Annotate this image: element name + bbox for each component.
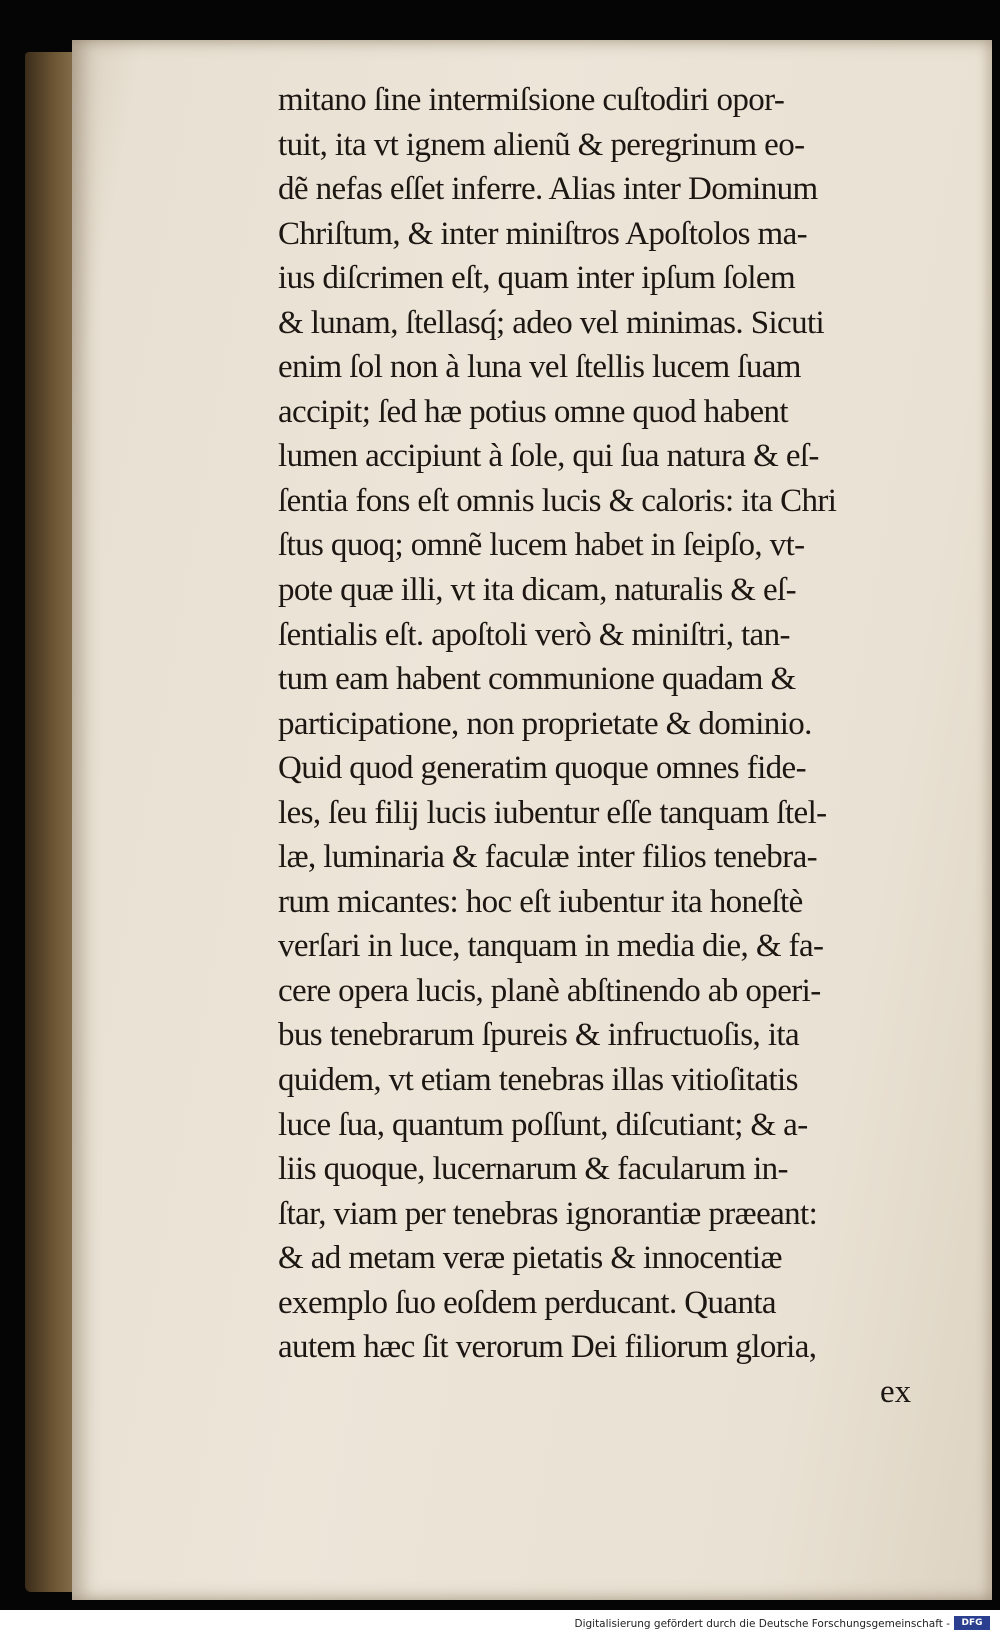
text-line: rum micantes: hoc eſt iubentur ita honeſtè [278,883,803,920]
digitization-footer [0,1610,1000,1637]
text-line: læ, luminaria & faculæ inter filios tenebra- [278,839,818,876]
text-line: exemplo ſuo eoſdem perducant. Quanta [278,1284,776,1321]
text-line: bus tenebrarum ſpureis & infructuoſis, ita [278,1017,800,1054]
text-line: tum eam habent communione quadam & [278,661,796,698]
text-line: ſtar, viam per tenebras ignorantiæ præeant: [278,1195,818,1232]
text-line: tuit, ita vt ignem alienũ & peregrinum eo- [278,126,805,163]
text-line: cere opera lucis, planè abſtinendo ab operi- [278,972,821,1009]
text-line: lumen accipiunt à ſole, qui ſua natura & eſ- [278,438,819,475]
dfg-logo: DFG [954,1616,990,1630]
funding-notice: Digitalisierung gefördert durch die Deutsche Forschungsgemeinschaft - [574,1618,950,1630]
text-line: & lunam, ſtellasq́; adeo vel minimas. Sicuti [278,304,825,341]
catchword: ex [880,1374,912,1410]
text-line: Chriſtum, & inter miniſtros Apoſtolos ma- [278,215,808,252]
text-line: enim ſol non à luna vel ſtellis lucem ſuam [278,349,801,386]
text-line: les, ſeu filij lucis iubentur eſſe tanquam ſtel- [278,794,827,831]
text-line: pote quæ illi, vt ita dicam, naturalis & eſ- [278,572,796,609]
text-line: dẽ nefas eſſet inferre. Alias inter Dominum [278,171,818,208]
text-line: ius diſcrimen eſt, quam inter ipſum ſolem [278,260,796,297]
text-line: ſtus quoq; omnẽ lucem habet in ſeipſo, vt- [278,527,805,564]
text-line: participatione, non proprietate & dominio. [278,705,812,742]
text-line: Quid quod generatim quoque omnes fide- [278,750,806,787]
text-line: quidem, vt etiam tenebras illas vitioſitatis [278,1062,798,1099]
text-line: & ad metam veræ pietatis & innocentiæ [278,1240,782,1277]
text-line: accipit; ſed hæ potius omne quod habent [278,393,788,430]
text-line: autem hæc ſit verorum Dei filiorum gloria, [278,1329,817,1366]
page-text [278,78,968,1370]
text-line: ſentia fons eſt omnis lucis & caloris: ita Chri [278,482,837,519]
text-line: mitano ſine intermiſsione cuſtodiri opor- [278,82,785,118]
text-line: luce ſua, quantum poſſunt, diſcutiant; & a- [278,1106,808,1143]
text-line: liis quoque, lucernarum & facularum in- [278,1151,788,1188]
text-line: ſentialis eſt. apoſtoli verò & miniſtri, tan- [278,616,790,653]
text-line: verſari in luce, tanquam in media die, & fa- [278,928,824,965]
